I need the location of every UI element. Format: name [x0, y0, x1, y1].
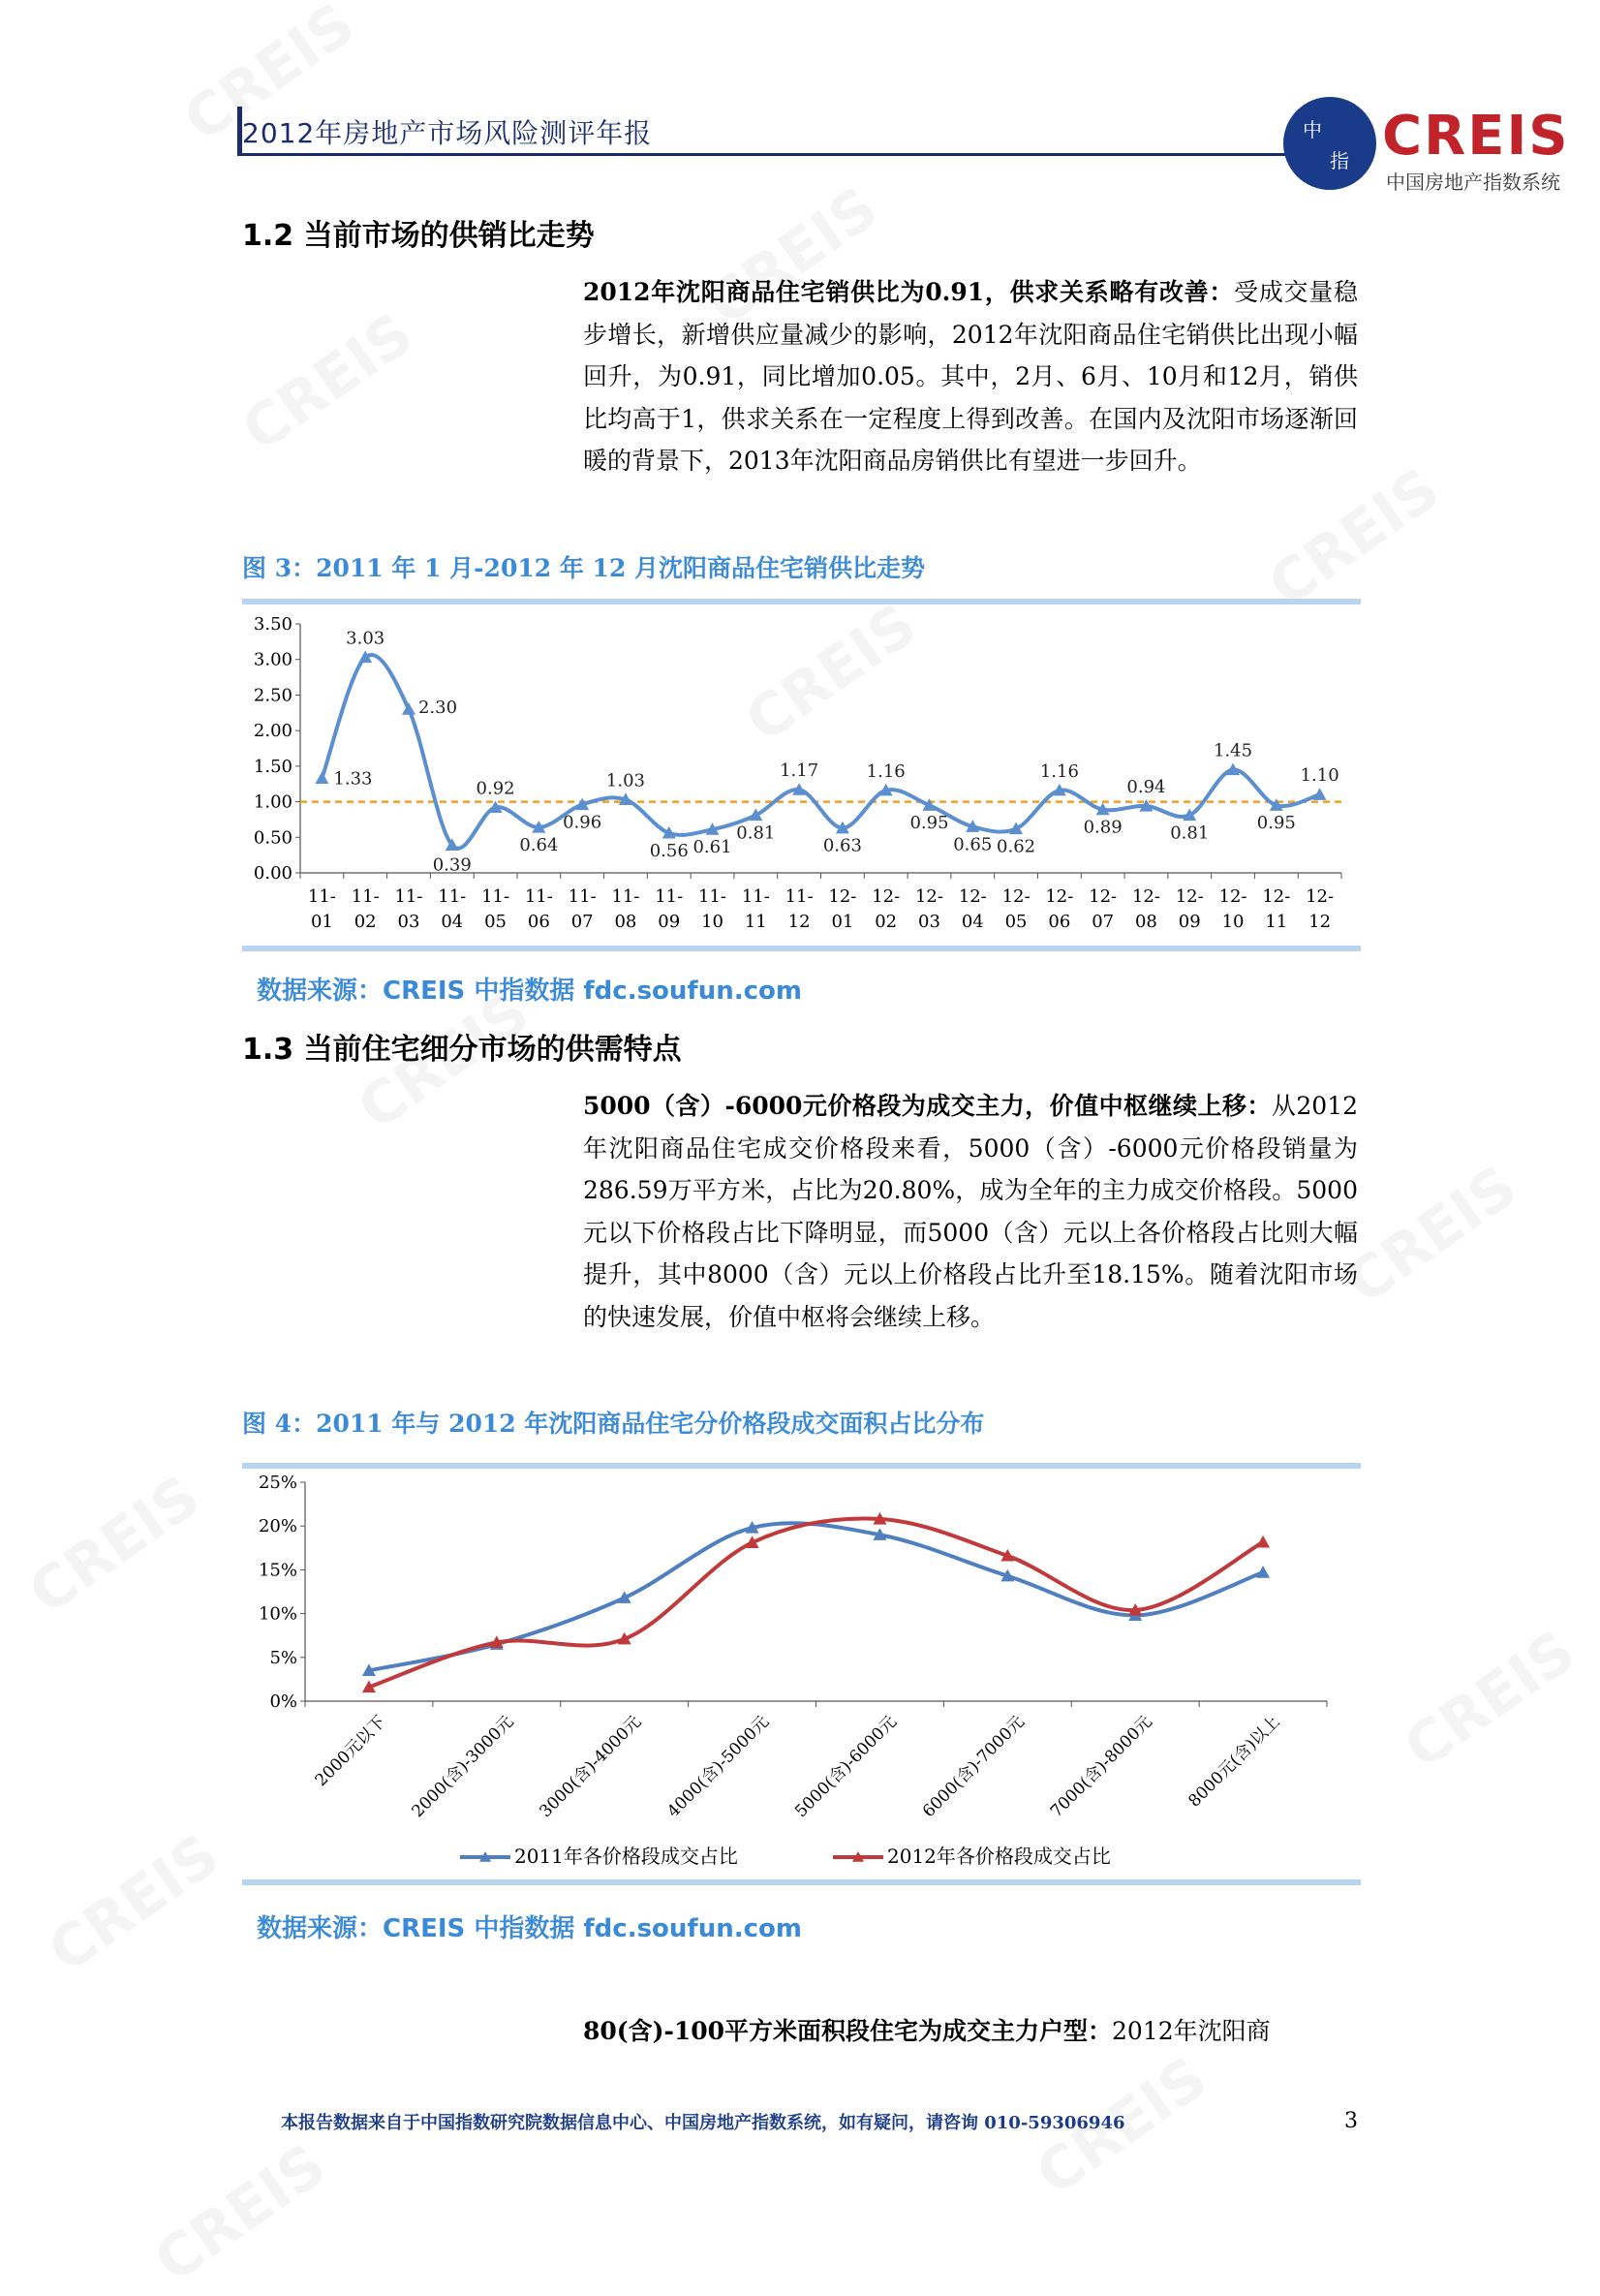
data-label: 0.61: [692, 837, 732, 858]
x-tick-label: 01: [831, 912, 854, 932]
data-label: 1.45: [1213, 740, 1253, 761]
x-tick-label: 07: [1092, 912, 1115, 932]
y-tick-label: 0.00: [253, 863, 292, 884]
x-tick-label: 11-: [394, 886, 423, 907]
x-tick-label: 09: [658, 912, 681, 932]
x-tick-label: 12-: [958, 886, 987, 907]
y-tick-label: 1.00: [253, 791, 292, 813]
x-tick-label: 07: [570, 912, 594, 932]
x-tick-label: 11-: [568, 886, 597, 907]
x-tick-label: 02: [875, 912, 898, 932]
x-tick-label: 05: [1004, 912, 1028, 932]
data-label: 1.16: [866, 760, 906, 782]
y-tick-label: 1.50: [253, 756, 292, 777]
x-tick-label: 12-: [1045, 886, 1074, 907]
x-tick-label: 6000(含)-7000元: [919, 1712, 1029, 1822]
y-tick-label: 0%: [269, 1691, 297, 1712]
y-tick-label: 0.50: [253, 827, 292, 849]
data-label: 0.64: [519, 835, 559, 856]
data-label: 0.65: [953, 834, 993, 855]
x-tick-label: 11-: [438, 886, 467, 907]
data-source: 数据来源：CREIS 中指数据 fdc.soufun.com: [257, 977, 802, 1006]
x-tick-label: 2000元以下: [311, 1712, 390, 1791]
x-tick-label: 12: [1308, 912, 1332, 932]
x-tick-label: 04: [441, 912, 464, 932]
data-label: 0.81: [1170, 822, 1210, 844]
x-tick-label: 11-: [307, 886, 336, 907]
paragraph-lead: 80(含)-100平方米面积段住宅为成交主力户型：: [583, 2017, 1113, 2045]
paragraph-lead: 5000（含）-6000元价格段为成交主力，价值中枢继续上移：: [583, 1092, 1272, 1120]
data-label: 1.17: [780, 760, 819, 782]
y-tick-label: 15%: [258, 1560, 297, 1581]
x-tick-label: 12-: [914, 886, 943, 907]
y-tick-label: 3.00: [253, 649, 292, 670]
legend-label: 2012年各价格段成交占比: [887, 1845, 1111, 1868]
x-tick-label: 12-: [828, 886, 857, 907]
x-tick-label: 11-: [655, 886, 684, 907]
x-tick-label: 4000(含)-5000元: [663, 1712, 774, 1822]
x-tick-label: 12-: [1262, 886, 1291, 907]
data-point: [1313, 788, 1327, 800]
data-point: [402, 702, 415, 715]
x-tick-label: 02: [354, 912, 377, 932]
data-source: 数据来源：CREIS 中指数据 fdc.soufun.com: [257, 1914, 802, 1943]
x-tick-label: 11-: [481, 886, 510, 907]
x-tick-label: 11-: [524, 886, 553, 907]
y-tick-label: 2.00: [253, 721, 292, 742]
x-tick-label: 06: [1048, 912, 1071, 932]
paragraph-body: 从2012年沈阳商品住宅成交价格段来看，5000（含）-6000元价格段销量为286.59万平方米，占比为20.80%，成为全年的主力成交价格段。5000元以下价格段占比下降明显，而5000（含）元以上各价格段占比则大幅提升，其中8000（含）元以上价格段占比升至18.15%。随着沈阳市场的快速发展，价值中枢将会继续上移。: [583, 1092, 1359, 1331]
section-heading: 1.3 当前住宅细分市场的供需特点: [242, 1033, 682, 1067]
x-tick-label: 11-: [741, 886, 770, 907]
y-tick-label: 2.50: [253, 685, 292, 706]
x-tick-label: 5000(含)-6000元: [791, 1712, 901, 1822]
x-tick-label: 12-: [1306, 886, 1335, 907]
x-tick-label: 12-: [1175, 886, 1204, 907]
data-point: [1256, 1536, 1270, 1548]
y-tick-label: 5%: [269, 1647, 297, 1668]
y-tick-label: 3.50: [253, 614, 292, 635]
section-heading: 1.2 当前市场的供销比走势: [242, 219, 595, 253]
x-tick-label: 10: [701, 912, 723, 932]
data-label: 0.94: [1126, 776, 1166, 797]
x-tick-label: 09: [1178, 912, 1201, 932]
data-label: 0.63: [822, 835, 862, 856]
data-label: 1.33: [333, 768, 373, 790]
x-tick-label: 7000(含)-8000元: [1046, 1712, 1156, 1822]
data-label: 3.03: [346, 628, 385, 649]
page-number: 3: [1344, 2109, 1358, 2133]
x-tick-label: 12-: [1089, 886, 1118, 907]
data-label: 0.89: [1083, 817, 1123, 838]
data-label: 1.16: [1039, 760, 1079, 782]
report-title: 2012年房地产市场风险测评年报: [242, 117, 653, 149]
series-line: [369, 1523, 1263, 1670]
data-label: 0.95: [909, 813, 949, 834]
figure-rule-top: [242, 599, 1361, 605]
figure-title: 图 3：2011 年 1 月-2012 年 12 月沈阳商品住宅销供比走势: [242, 554, 926, 582]
data-label: 1.10: [1300, 765, 1339, 787]
y-tick-label: 10%: [258, 1603, 297, 1625]
x-tick-label: 11-: [785, 886, 814, 907]
footer-note: 本报告数据来自于中国指数研究院数据信息中心、中国房地产指数系统，如有疑问，请咨询 010-59306946: [281, 2113, 1125, 2133]
x-tick-label: 12-: [872, 886, 901, 907]
x-tick-label: 12-: [1218, 886, 1247, 907]
series-line: [369, 1519, 1263, 1688]
x-tick-label: 08: [1134, 912, 1157, 932]
y-tick-label: 20%: [258, 1516, 297, 1537]
paragraph-body: 受成交量稳步增长，新增供应量减少的影响，2012年沈阳商品住宅销供比出现小幅回升，为0.91，同比增加0.05。其中，2月、6月、10月和12月，销供比均高于1，供求关系在一定程度上得到改善。在国内及沈阳市场逐渐回暖的背景下，2013年沈阳商品房销供比有望进一步回升。: [583, 278, 1358, 475]
section-paragraph: [583, 1085, 1358, 1338]
data-label: 0.81: [736, 822, 776, 844]
logo-emblem-icon: [1283, 97, 1376, 190]
data-label: 0.56: [649, 840, 689, 861]
data-point: [1256, 1566, 1270, 1578]
paragraph-body: 2012年沈阳商: [1112, 2017, 1271, 2045]
x-tick-label: 05: [484, 912, 508, 932]
figure-rule-bottom: [242, 946, 1361, 951]
logo-glyph: 指: [1330, 149, 1349, 172]
x-tick-label: 01: [310, 912, 333, 932]
sales-supply-ratio-chart: [242, 606, 1366, 946]
data-label: 1.03: [605, 770, 645, 791]
x-tick-label: 12-: [1001, 886, 1031, 907]
series-line: [322, 655, 1319, 849]
x-tick-label: 03: [397, 912, 420, 932]
creis-logo: [1283, 97, 1584, 194]
legend-label: 2011年各价格段成交占比: [514, 1845, 738, 1868]
x-tick-label: 04: [961, 912, 984, 932]
data-point: [315, 771, 328, 784]
data-label: 0.62: [997, 836, 1036, 857]
section-paragraph: [583, 2010, 1358, 2053]
price-segment-share-chart: [242, 1471, 1366, 1877]
data-label: 0.95: [1256, 813, 1296, 834]
section-paragraph: [583, 271, 1358, 482]
logo-subtitle: 中国房地产指数系统: [1386, 171, 1560, 194]
figure-rule-top: [242, 1463, 1361, 1469]
figure-rule-bottom: [242, 1879, 1361, 1885]
data-label: 0.39: [432, 854, 472, 876]
x-tick-label: 11-: [611, 886, 640, 907]
x-tick-label: 12: [787, 912, 811, 932]
paragraph-lead: 2012年沈阳商品住宅销供比为0.91，供求关系略有改善：: [583, 278, 1235, 306]
x-tick-label: 11-: [351, 886, 380, 907]
x-tick-label: 03: [918, 912, 940, 932]
logo-wordmark: CREIS: [1382, 105, 1570, 168]
x-tick-label: 11-: [698, 886, 727, 907]
x-tick-label: 06: [527, 912, 550, 932]
x-tick-label: 2000(含)-3000元: [408, 1712, 518, 1822]
data-label: 2.30: [417, 698, 458, 719]
x-tick-label: 10: [1221, 912, 1245, 932]
header-rule: [237, 153, 1303, 156]
data-label: 0.96: [563, 812, 602, 833]
figure-title: 图 4：2011 年与 2012 年沈阳商品住宅分价格段成交面积占比分布: [242, 1410, 985, 1438]
x-tick-label: 11: [744, 912, 767, 932]
x-tick-label: 11: [1265, 912, 1288, 932]
x-tick-label: 3000(含)-4000元: [536, 1712, 646, 1822]
x-tick-label: 8000元(含)以上: [1185, 1712, 1284, 1812]
y-tick-label: 25%: [258, 1473, 297, 1493]
data-label: 0.92: [476, 778, 515, 799]
x-tick-label: 12-: [1131, 886, 1160, 907]
logo-glyph: 中: [1303, 118, 1322, 141]
x-tick-label: 08: [614, 912, 637, 932]
